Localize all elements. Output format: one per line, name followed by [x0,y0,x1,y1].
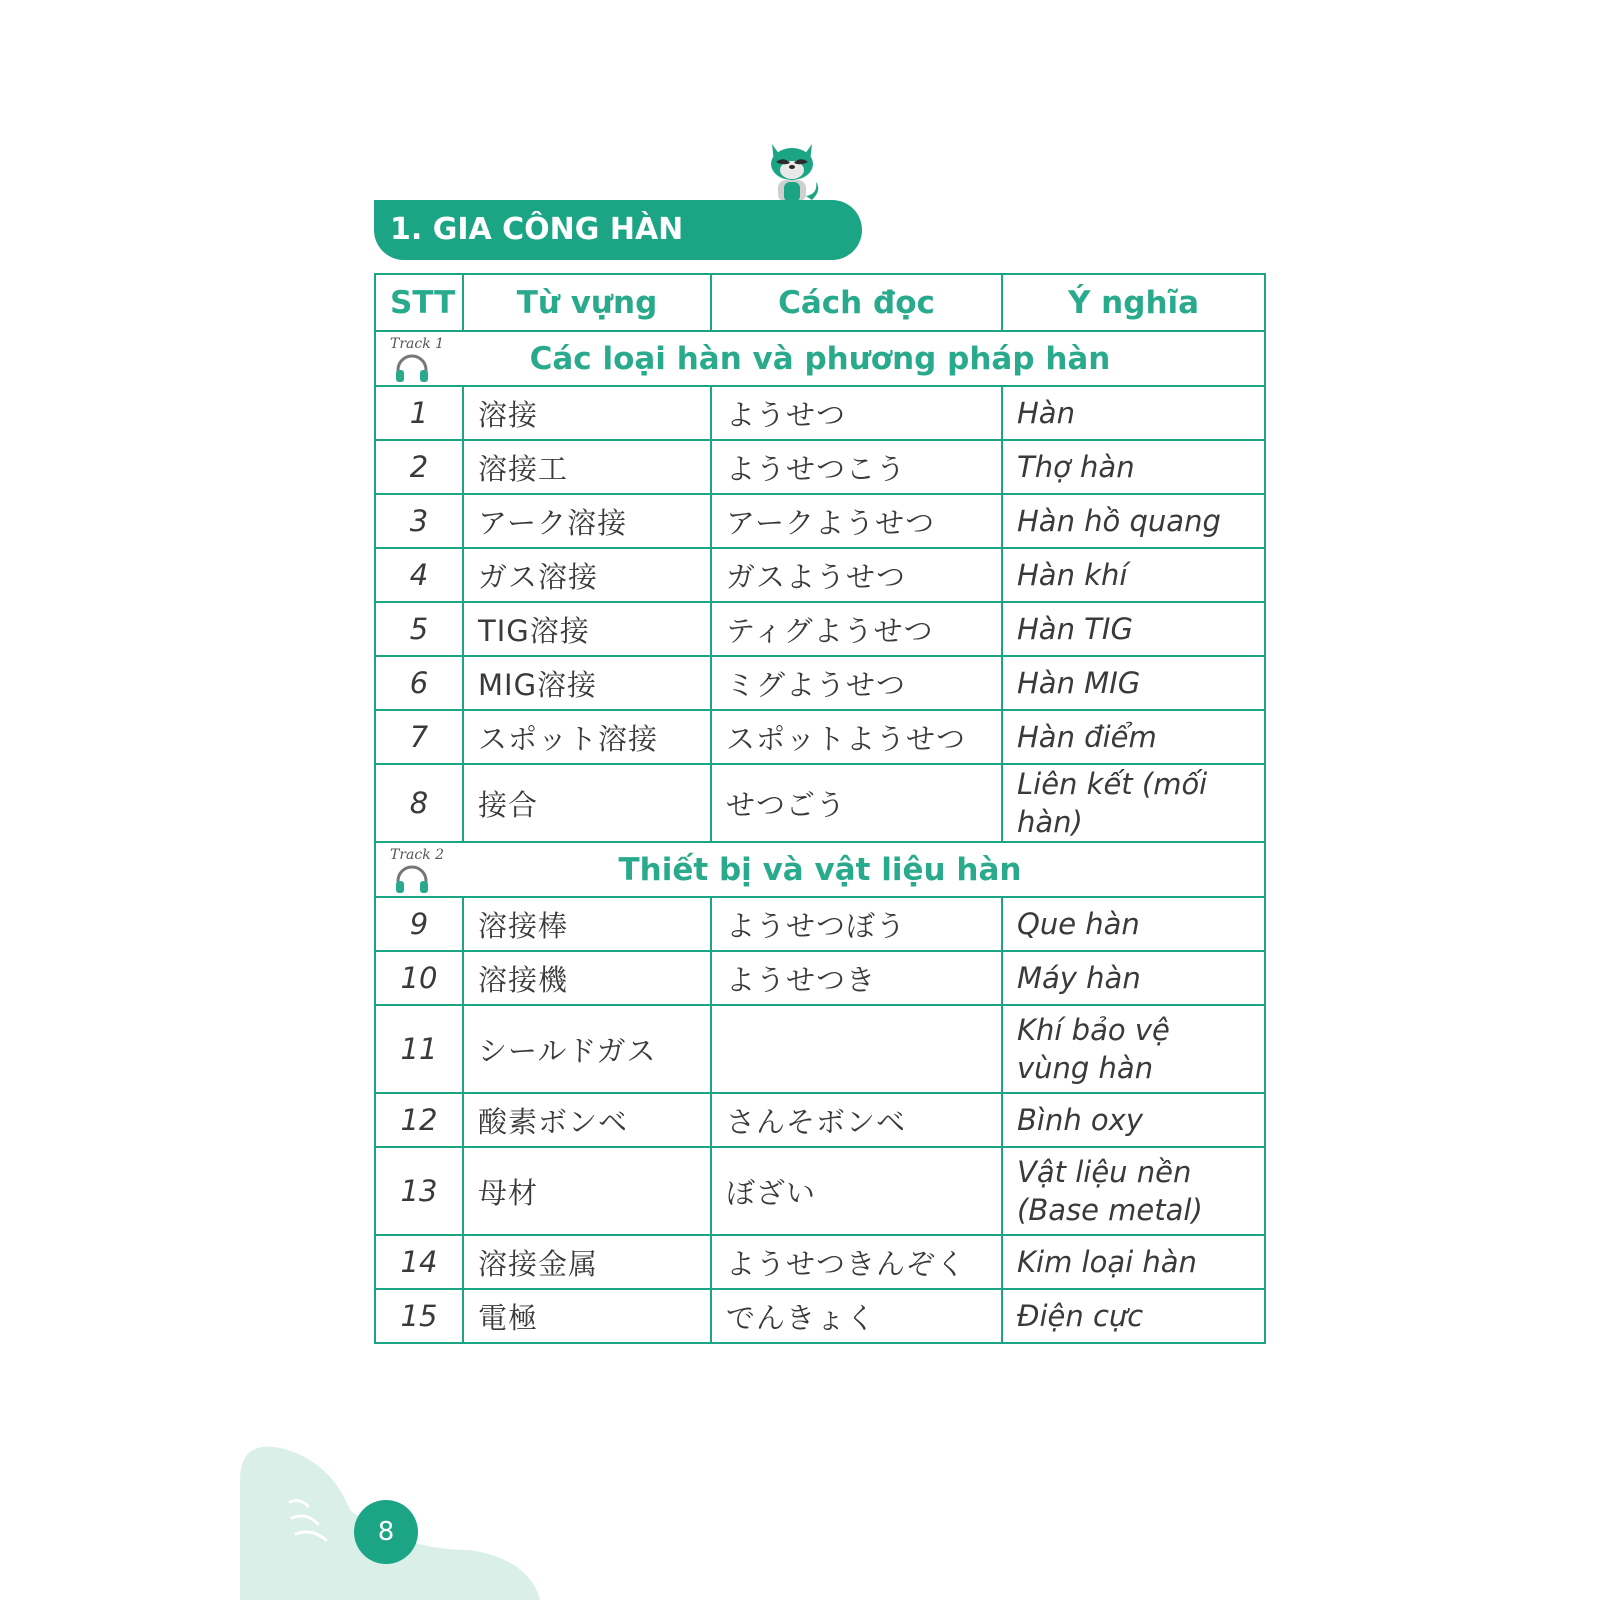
row-meaning: Que hàn [1002,897,1265,951]
row-word: 溶接 [463,386,711,440]
group-row [375,842,1265,897]
table-row [375,548,1265,602]
row-meaning: Hàn [1002,386,1265,440]
row-meaning: Vật liệu nền (Base metal) [1002,1147,1265,1235]
row-word: 溶接金属 [463,1235,711,1289]
row-stt: 13 [375,1147,463,1235]
row-word: 酸素ボンベ [463,1093,711,1147]
track-label: Track 1 [390,336,445,352]
row-meaning: Hàn khí [1002,548,1265,602]
row-reading: でんきょく [711,1289,1002,1343]
page-number: 8 [354,1500,418,1564]
row-stt: 3 [375,494,463,548]
vocabulary-table [374,273,1266,1344]
row-meaning: Bình oxy [1002,1093,1265,1147]
row-word: アーク溶接 [463,494,711,548]
row-meaning: Kim loại hàn [1002,1235,1265,1289]
row-word: 溶接機 [463,951,711,1005]
row-word: スポット溶接 [463,710,711,764]
row-word: シールドガス [463,1005,711,1093]
row-meaning: Hàn TIG [1002,602,1265,656]
header-stt: STT [375,274,463,331]
section-title-banner [374,200,862,260]
row-meaning: Thợ hàn [1002,440,1265,494]
table-row [375,440,1265,494]
row-word: 接合 [463,764,711,842]
row-stt: 7 [375,710,463,764]
headphones-icon [394,863,430,893]
track-label: Track 2 [390,847,445,863]
row-reading: ぼざい [711,1147,1002,1235]
row-word: ガス溶接 [463,548,711,602]
row-stt: 14 [375,1235,463,1289]
audio-track[interactable] [390,847,450,895]
row-stt: 15 [375,1289,463,1343]
row-stt: 5 [375,602,463,656]
table-row [375,1289,1265,1343]
row-reading: さんそボンベ [711,1093,1002,1147]
table-row [375,656,1265,710]
audio-track[interactable] [390,336,450,384]
shiba-mascot-icon [760,138,824,202]
row-reading: ミグようせつ [711,656,1002,710]
row-reading [711,1005,1002,1093]
table-row [375,1093,1265,1147]
decorative-blob [0,1440,560,1600]
row-meaning: Liên kết (mối hàn) [1002,764,1265,842]
row-meaning: Khí bảo vệ vùng hàn [1002,1005,1265,1093]
row-meaning: Máy hàn [1002,951,1265,1005]
row-reading: ガスようせつ [711,548,1002,602]
table-row [375,494,1265,548]
table-row [375,1005,1265,1093]
row-stt: 1 [375,386,463,440]
row-stt: 6 [375,656,463,710]
row-word: 電極 [463,1289,711,1343]
row-meaning: Hàn MIG [1002,656,1265,710]
row-stt: 2 [375,440,463,494]
table-row [375,897,1265,951]
row-reading: ようせつぼう [711,897,1002,951]
group-title: Các loại hàn và phương pháp hàn [529,340,1111,377]
header-word: Từ vựng [463,274,711,331]
header-reading: Cách đọc [711,274,1002,331]
row-reading: アークようせつ [711,494,1002,548]
row-reading: ティグようせつ [711,602,1002,656]
row-reading: ようせつき [711,951,1002,1005]
row-word: MIG溶接 [463,656,711,710]
row-stt: 11 [375,1005,463,1093]
row-word: 溶接棒 [463,897,711,951]
row-meaning: Điện cực [1002,1289,1265,1343]
row-reading: スポットようせつ [711,710,1002,764]
row-stt: 8 [375,764,463,842]
group-title: Thiết bị và vật liệu hàn [618,851,1022,888]
row-stt: 12 [375,1093,463,1147]
row-reading: せつごう [711,764,1002,842]
table-header-row [375,274,1265,331]
row-meaning: Hàn hồ quang [1002,494,1265,548]
row-stt: 9 [375,897,463,951]
section-title: 1. GIA CÔNG HÀN [390,212,684,247]
row-word: TIG溶接 [463,602,711,656]
row-meaning: Hàn điểm [1002,710,1265,764]
row-reading: ようせつきんぞく [711,1235,1002,1289]
row-word: 母材 [463,1147,711,1235]
row-reading: ようせつこう [711,440,1002,494]
table-row [375,1235,1265,1289]
table-row [375,386,1265,440]
table-row [375,951,1265,1005]
table-row [375,710,1265,764]
row-stt: 4 [375,548,463,602]
table-row [375,602,1265,656]
row-word: 溶接工 [463,440,711,494]
row-stt: 10 [375,951,463,1005]
table-row [375,1147,1265,1235]
header-meaning: Ý nghĩa [1002,274,1265,331]
row-reading: ようせつ [711,386,1002,440]
table-row [375,764,1265,842]
headphones-icon [394,352,430,382]
group-row [375,331,1265,386]
